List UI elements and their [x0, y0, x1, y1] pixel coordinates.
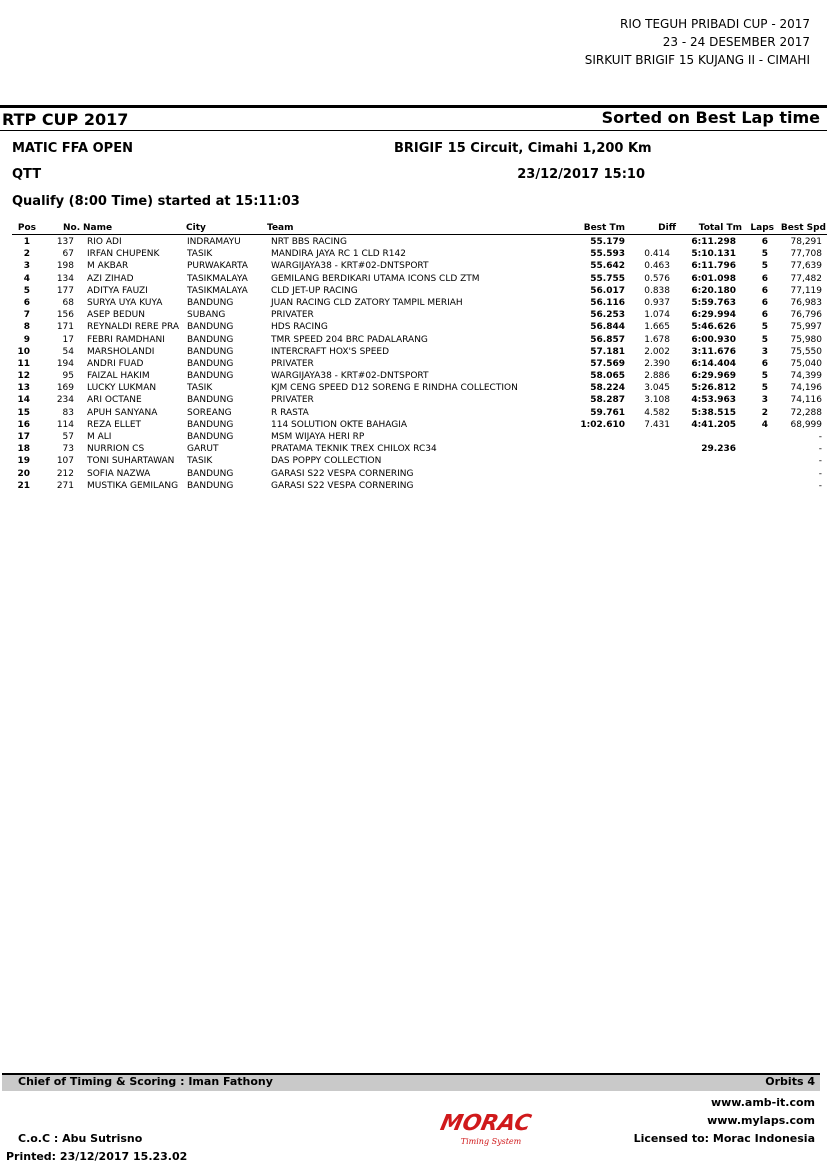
- cell-laps: 6: [761, 310, 768, 321]
- cell-best-time: 57.569: [590, 358, 625, 369]
- event-venue: SIRKUIT BRIGIF 15 KUJANG II - CIMAHI: [584, 53, 810, 67]
- cell-total-time: 6:11.796: [691, 261, 736, 272]
- cell-total-time: 3:11.676: [691, 346, 736, 357]
- cell-no: 171: [56, 322, 74, 333]
- cell-pos: 9: [23, 334, 30, 345]
- cell-best-speed: 68,999: [790, 419, 822, 430]
- cell-city: SOREANG: [187, 407, 232, 418]
- sort-label: Sorted on Best Lap time: [601, 108, 820, 127]
- cell-laps: 6: [761, 297, 768, 308]
- cell-diff: 1.074: [644, 310, 670, 321]
- cell-total-time: 6:20.180: [691, 285, 736, 296]
- cell-city: SUBANG: [187, 310, 226, 321]
- cell-total-time: 5:10.131: [691, 249, 736, 260]
- cell-city: TASIK: [187, 383, 213, 394]
- cell-pos: 6: [23, 297, 30, 308]
- cell-city: TASIK: [187, 249, 213, 260]
- cell-no: 57: [62, 432, 74, 442]
- cell-best-time: 56.857: [590, 334, 625, 345]
- cell-pos: 15: [17, 407, 30, 418]
- cell-city: BANDUNG: [187, 297, 234, 308]
- header-divider: [0, 130, 827, 131]
- qualify-info: Qualify (8:00 Time) started at 15:11:03: [12, 194, 300, 209]
- table-row: [0, 310, 827, 322]
- cell-diff: 1.665: [644, 322, 670, 333]
- cell-name: APUH SANYANA: [87, 407, 158, 418]
- cell-total-time: 6:01.098: [691, 273, 736, 284]
- cell-best-speed: 74,196: [790, 383, 822, 394]
- table-row: [0, 432, 827, 444]
- cell-city: TASIK: [187, 456, 213, 467]
- cell-laps: 2: [761, 407, 768, 418]
- cell-total-time: 6:29.969: [691, 371, 736, 382]
- table-row: [0, 444, 827, 456]
- table-row: [0, 371, 827, 383]
- cell-name: TONI SUHARTAWAN: [87, 456, 175, 467]
- cell-laps: 3: [761, 395, 768, 406]
- cell-city: BANDUNG: [187, 480, 234, 491]
- cell-best-time: 56.017: [590, 285, 625, 296]
- table-row: [0, 347, 827, 359]
- cell-team: WARGIJAYA38 - KRT#02-DNTSPORT: [271, 371, 429, 382]
- table-row: [0, 249, 827, 261]
- cell-no: 67: [62, 249, 74, 260]
- table-row: [0, 298, 827, 310]
- session-type: QTT: [12, 167, 42, 182]
- cell-diff: 4.582: [644, 407, 670, 418]
- circuit-info: BRIGIF 15 Circuit, Cimahi 1,200 Km: [394, 141, 652, 156]
- col-best: Best Tm: [583, 223, 625, 233]
- col-laps: Laps: [750, 223, 774, 233]
- table-header-rule: [12, 234, 827, 235]
- cell-laps: 5: [761, 334, 768, 345]
- cell-no: 212: [56, 468, 74, 479]
- cell-best-speed: 75,040: [790, 358, 822, 369]
- cell-best-time: 59.761: [590, 407, 625, 418]
- cell-no: 194: [56, 358, 74, 369]
- cell-pos: 14: [17, 395, 30, 406]
- col-city: City: [186, 223, 206, 233]
- page-title: RTP CUP 2017: [2, 110, 129, 129]
- cell-best-speed: 75,980: [790, 334, 822, 345]
- cell-laps: 6: [761, 358, 768, 369]
- col-team: Team: [267, 223, 294, 233]
- cell-pos: 13: [17, 383, 30, 394]
- cell-city: BANDUNG: [187, 432, 234, 442]
- cell-laps: 5: [761, 383, 768, 394]
- cell-city: BANDUNG: [187, 371, 234, 382]
- cell-no: 169: [56, 383, 74, 394]
- cell-pos: 19: [17, 456, 30, 467]
- cell-best-time: 56.116: [590, 297, 625, 308]
- clerk-of-course: C.o.C : Abu Sutrisno: [18, 1132, 143, 1145]
- cell-best-speed: -: [818, 468, 822, 479]
- cell-laps: 6: [761, 273, 768, 284]
- cell-name: FAIZAL HAKIM: [87, 371, 150, 382]
- cell-best-speed: 74,116: [790, 395, 822, 406]
- cell-team: TMR SPEED 204 BRC PADALARANG: [271, 334, 428, 345]
- col-spd: Best Spd: [780, 223, 826, 233]
- cell-best-speed: 77,639: [790, 261, 822, 272]
- cell-pos: 12: [17, 371, 30, 382]
- cell-team: PRIVATER: [271, 395, 314, 406]
- cell-city: GARUT: [187, 444, 219, 455]
- cell-diff: 0.937: [644, 297, 670, 308]
- cell-name: ANDRI FUAD: [87, 358, 144, 369]
- cell-diff: 0.576: [644, 273, 670, 284]
- cell-pos: 2: [23, 249, 30, 260]
- cell-total-time: 6:14.404: [691, 358, 736, 369]
- table-row: [0, 274, 827, 286]
- cell-best-speed: 72,288: [790, 407, 822, 418]
- cell-name: REZA ELLET: [87, 419, 142, 430]
- cell-best-speed: 75,997: [790, 322, 822, 333]
- cell-no: 73: [62, 444, 74, 455]
- cell-city: TASIKMALAYA: [187, 273, 248, 284]
- cell-no: 83: [62, 407, 74, 418]
- cell-name: MARSHOLANDI: [87, 346, 155, 357]
- cell-laps: 5: [761, 322, 768, 333]
- cell-best-speed: 78,291: [790, 237, 822, 247]
- website-mylaps: www.mylaps.com: [707, 1114, 815, 1127]
- event-dates: 23 - 24 DESEMBER 2017: [662, 35, 810, 49]
- cell-city: BANDUNG: [187, 346, 234, 357]
- cell-total-time: 6:00.930: [691, 334, 736, 345]
- cell-best-time: 56.844: [590, 322, 625, 333]
- cell-name: SURYA UYA KUYA: [87, 297, 163, 308]
- cell-name: NURRION CS: [87, 444, 145, 455]
- cell-name: M ALI: [87, 432, 112, 442]
- cell-team: PRIVATER: [271, 310, 314, 321]
- cell-best-speed: -: [818, 456, 822, 467]
- cell-name: MUSTIKA GEMILANG: [87, 480, 179, 491]
- cell-total-time: 6:29.994: [691, 310, 736, 321]
- cell-pos: 4: [23, 273, 30, 284]
- cell-name: ARI OCTANE: [87, 395, 142, 406]
- cell-name: AZI ZIHAD: [87, 273, 134, 284]
- cell-name: SOFIA NAZWA: [87, 468, 151, 479]
- cell-best-speed: -: [818, 444, 822, 455]
- software-name: Orbits 4: [765, 1075, 815, 1088]
- cell-best-speed: 76,796: [790, 310, 822, 321]
- cell-pos: 7: [23, 310, 30, 321]
- cell-pos: 21: [17, 480, 30, 491]
- cell-total-time: 5:59.763: [691, 297, 736, 308]
- table-row: [0, 237, 827, 249]
- cell-diff: 1.678: [644, 334, 670, 345]
- class-name: MATIC FFA OPEN: [12, 141, 133, 156]
- cell-best-time: 55.179: [590, 237, 625, 247]
- cell-best-speed: 77,482: [790, 273, 822, 284]
- cell-pos: 5: [23, 285, 30, 296]
- cell-team: WARGIJAYA38 - KRT#02-DNTSPORT: [271, 261, 429, 272]
- cell-diff: 3.108: [644, 395, 670, 406]
- cell-best-speed: -: [818, 432, 822, 442]
- cell-name: RIO ADI: [87, 237, 122, 247]
- cell-best-speed: 74,399: [790, 371, 822, 382]
- cell-name: FEBRI RAMDHANI: [87, 334, 165, 345]
- col-pos: Pos: [17, 223, 36, 233]
- cell-no: 134: [56, 273, 74, 284]
- cell-city: TASIKMALAYA: [187, 285, 248, 296]
- cell-total-time: 29.236: [701, 444, 736, 455]
- cell-team: HDS RACING: [271, 322, 328, 333]
- cell-team: KJM CENG SPEED D12 SORENG E RINDHA COLLECTION: [271, 383, 518, 394]
- cell-best-speed: 77,708: [790, 249, 822, 260]
- cell-city: PURWAKARTA: [187, 261, 248, 272]
- cell-no: 68: [62, 297, 74, 308]
- col-no: No.: [63, 223, 81, 233]
- logo-wordmark: MORAC: [438, 1110, 534, 1136]
- cell-total-time: 5:46.626: [691, 322, 736, 333]
- cell-name: ASEP BEDUN: [87, 310, 145, 321]
- cell-diff: 0.463: [644, 261, 670, 272]
- cell-team: DAS POPPY COLLECTION: [271, 456, 382, 467]
- cell-city: BANDUNG: [187, 468, 234, 479]
- cell-city: INDRAMAYU: [187, 237, 241, 247]
- cell-best-time: 57.181: [590, 346, 625, 357]
- website-amb: www.amb-it.com: [710, 1096, 815, 1109]
- cell-team: CLD JET-UP RACING: [271, 285, 358, 296]
- cell-diff: 7.431: [644, 419, 670, 430]
- table-row: [0, 286, 827, 298]
- cell-pos: 16: [17, 419, 30, 430]
- cell-best-time: 58.224: [590, 383, 625, 394]
- cell-city: BANDUNG: [187, 395, 234, 406]
- logo-tagline: Timing System: [460, 1137, 522, 1146]
- table-row: [0, 481, 827, 493]
- cell-diff: 0.414: [644, 249, 670, 260]
- table-row: [0, 383, 827, 395]
- table-row: [0, 335, 827, 347]
- cell-laps: 3: [761, 346, 768, 357]
- table-row: [0, 261, 827, 273]
- table-row: [0, 322, 827, 334]
- cell-pos: 8: [23, 322, 30, 333]
- printed-timestamp: Printed: 23/12/2017 15.23.02: [6, 1150, 188, 1163]
- cell-best-time: 55.642: [590, 261, 625, 272]
- cell-best-speed: -: [818, 480, 822, 491]
- cell-best-speed: 76,983: [790, 297, 822, 308]
- cell-pos: 3: [23, 261, 30, 272]
- cell-laps: 4: [761, 419, 768, 430]
- cell-team: MANDIRA JAYA RC 1 CLD R142: [271, 249, 406, 260]
- cell-name: REYNALDI RERE PRA: [87, 322, 179, 333]
- cell-laps: 6: [761, 237, 768, 247]
- cell-team: NRT BBS RACING: [271, 237, 347, 247]
- cell-no: 177: [56, 285, 74, 296]
- cell-total-time: 4:41.205: [691, 419, 736, 430]
- table-row: [0, 469, 827, 481]
- cell-pos: 17: [17, 432, 30, 442]
- cell-diff: 2.886: [644, 371, 670, 382]
- col-name: Name: [83, 223, 113, 233]
- cell-no: 54: [62, 346, 74, 357]
- cell-no: 17: [62, 334, 74, 345]
- cell-best-speed: 75,550: [790, 346, 822, 357]
- col-diff: Diff: [658, 223, 676, 233]
- cell-no: 95: [62, 371, 74, 382]
- cell-team: INTERCRAFT HOX'S SPEED: [271, 346, 390, 357]
- cell-best-time: 55.755: [590, 273, 625, 284]
- cell-no: 137: [56, 237, 74, 247]
- cell-best-time: 56.253: [590, 310, 625, 321]
- event-name: RIO TEGUH PRIBADI CUP - 2017: [619, 17, 810, 31]
- cell-total-time: 4:53.963: [691, 395, 736, 406]
- cell-name: IRFAN CHUPENK: [87, 249, 160, 260]
- cell-team: 114 SOLUTION OKTE BAHAGIA: [271, 419, 408, 430]
- cell-best-time: 1:02.610: [580, 419, 625, 430]
- cell-laps: 6: [761, 285, 768, 296]
- cell-best-time: 58.065: [590, 371, 625, 382]
- cell-laps: 5: [761, 261, 768, 272]
- cell-diff: 2.390: [644, 358, 670, 369]
- col-total: Total Tm: [698, 223, 742, 233]
- cell-no: 234: [56, 395, 74, 406]
- table-row: [0, 395, 827, 407]
- cell-laps: 5: [761, 249, 768, 260]
- cell-name: LUCKY LUKMAN: [87, 383, 157, 394]
- cell-team: R RASTA: [271, 407, 309, 418]
- cell-pos: 11: [17, 358, 30, 369]
- cell-no: 107: [56, 456, 74, 467]
- chief-of-timing: Chief of Timing & Scoring : Iman Fathony: [18, 1075, 273, 1088]
- cell-city: BANDUNG: [187, 322, 234, 333]
- cell-diff: 0.838: [644, 285, 670, 296]
- table-row: [0, 456, 827, 468]
- cell-diff: 2.002: [644, 346, 670, 357]
- cell-name: M AKBAR: [87, 261, 129, 272]
- cell-best-time: 55.593: [590, 249, 625, 260]
- cell-best-time: 58.287: [590, 395, 625, 406]
- cell-city: BANDUNG: [187, 358, 234, 369]
- table-row: [0, 359, 827, 371]
- cell-team: PRIVATER: [271, 358, 314, 369]
- cell-team: MSM WIJAYA HERI RP: [271, 432, 365, 442]
- cell-team: JUAN RACING CLD ZATORY TAMPIL MERIAH: [271, 297, 463, 308]
- table-row: [0, 408, 827, 420]
- cell-team: GARASI S22 VESPA CORNERING: [271, 480, 414, 491]
- results-table: [0, 237, 827, 493]
- table-row: [0, 420, 827, 432]
- cell-total-time: 5:26.812: [691, 383, 736, 394]
- cell-no: 114: [56, 419, 74, 430]
- cell-team: PRATAMA TEKNIK TREX CHILOX RC34: [271, 444, 437, 455]
- cell-pos: 20: [17, 468, 30, 479]
- cell-name: ADITYA FAUZI: [87, 285, 148, 296]
- morac-logo: [425, 1108, 545, 1148]
- cell-city: BANDUNG: [187, 419, 234, 430]
- cell-best-speed: 77,119: [790, 285, 822, 296]
- cell-pos: 1: [23, 237, 30, 247]
- cell-total-time: 5:38.515: [691, 407, 736, 418]
- license-info: Licensed to: Morac Indonesia: [633, 1132, 815, 1145]
- cell-laps: 5: [761, 371, 768, 382]
- session-datetime: 23/12/2017 15:10: [517, 167, 645, 182]
- cell-team: GARASI S22 VESPA CORNERING: [271, 468, 414, 479]
- cell-pos: 10: [17, 346, 30, 357]
- cell-no: 271: [56, 480, 74, 491]
- cell-total-time: 6:11.298: [691, 237, 736, 247]
- cell-pos: 18: [17, 444, 30, 455]
- cell-team: GEMILANG BERDIKARI UTAMA ICONS CLD ZTM: [271, 273, 480, 284]
- cell-no: 198: [56, 261, 74, 272]
- cell-city: BANDUNG: [187, 334, 234, 345]
- cell-diff: 3.045: [644, 383, 670, 394]
- cell-no: 156: [56, 310, 74, 321]
